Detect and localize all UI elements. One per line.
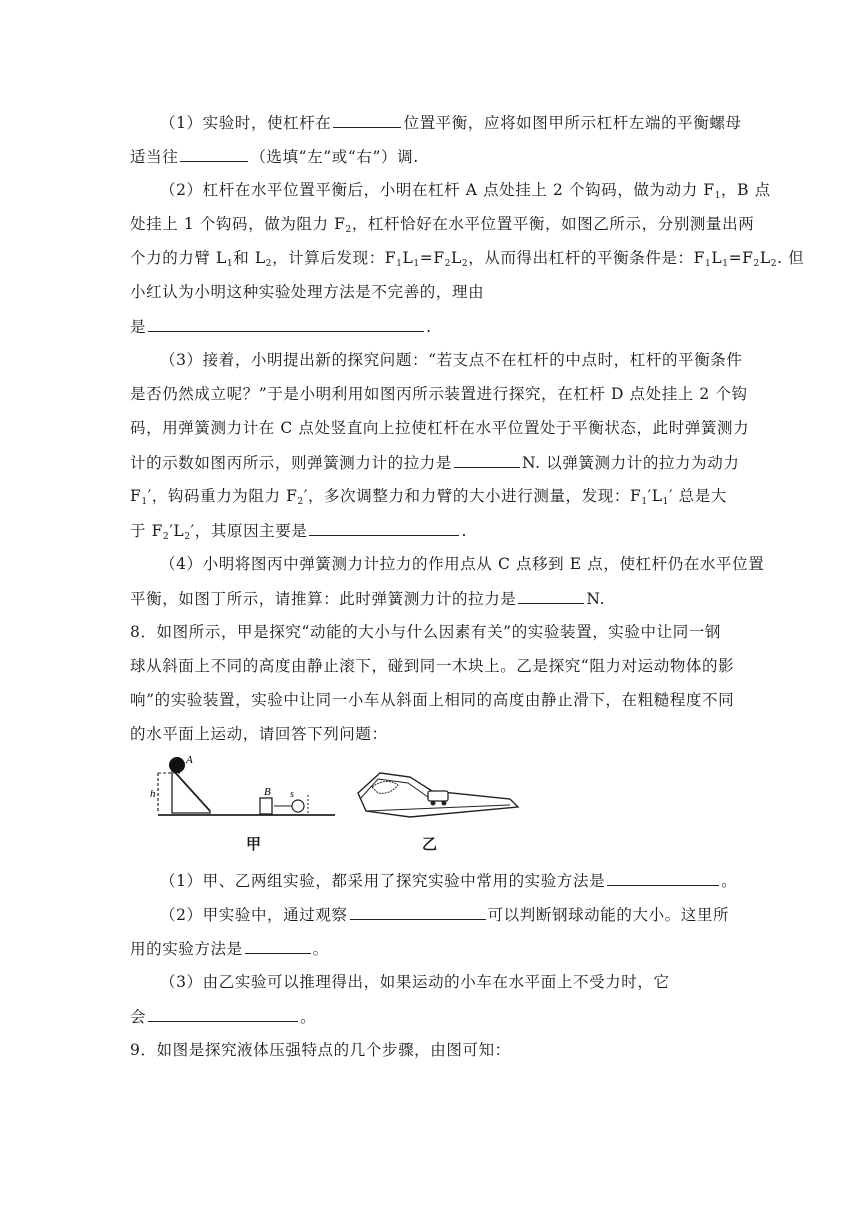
text: 可以判断钢球动能的大小。这里所 [487,906,730,924]
q8-part1 [160,870,737,891]
text: . [461,522,468,540]
text: =F [419,249,445,267]
figure-label-jia: 甲 [246,835,262,853]
answer-blank-reason[interactable] [148,316,424,332]
q7-part4-line1 [160,554,764,574]
q8-intro-line3 [130,690,734,710]
answer-blank-force[interactable] [454,452,520,468]
answer-blank-position[interactable] [333,112,401,128]
text: （2）杠杆在水平位置平衡后，小明在杠杆 A 点处挂上 2 个钩码，做为动力 F [160,181,715,199]
text: ，计算后发现：F [272,249,397,267]
text: 。 [300,1008,317,1026]
text: 的水平面上运动，请回答下列问题： [130,725,388,743]
label-a: A [186,755,193,766]
answer-blank-method2[interactable] [245,938,311,954]
text: ，从而得出杠杆的平衡条件是：F [468,249,706,267]
text: 是 [130,318,147,336]
subscript: 2 [461,259,469,269]
subscript: 1 [722,259,729,269]
text: 码，用弹簧测力计在 C 点处竖直向上拉使杠杆在水平位置处于平衡状态，此时弹簧测力 [130,419,750,437]
text: ，杠杆恰好在水平位置平衡，如图乙所示，分别测量出两 [351,215,755,233]
text: ′ 总是大 [668,487,727,505]
experiment-diagram [150,755,530,825]
text: ′L [169,522,185,540]
q8-part2-line2 [130,938,329,959]
car-wheel [442,801,447,806]
text: . 但 [777,249,805,267]
text: L [402,249,414,267]
q7-part3-line1 [160,350,743,370]
subscript: 1 [396,259,403,269]
figure-label-yi: 乙 [422,835,438,853]
text: 和 L [233,249,266,267]
q8-figure [150,755,530,855]
subscript: 2 [162,532,170,542]
text: ′，钩码重力为阻力 F [147,487,298,505]
q7-part3-line5 [130,486,727,506]
text: 。 [721,872,738,890]
subscript: 1 [226,259,234,269]
text: L [451,249,462,267]
text: 响”的实验装置，实验中让同一小车从斜面上相同的高度由静止滑下，在粗糙程度不同 [130,691,735,709]
subscript: 2 [297,497,304,507]
text: 。 [312,940,329,958]
answer-blank-inference[interactable] [148,1006,298,1022]
subscript: 1 [641,497,648,507]
text: ′L [647,487,663,505]
q8-part3-line1 [160,972,670,992]
subscript: 2 [345,225,352,235]
q7-part2-line5 [130,316,432,337]
q7-part4-line2 [130,588,605,609]
q8-intro-line4 [130,724,388,744]
subscript: 2 [265,259,273,269]
text: N. 以弹簧测力计的拉力为动力 [522,454,740,472]
subscript: 2 [184,532,191,542]
text: （3）由乙实验可以推理得出，如果运动的小车在水平面上不受力时，它 [160,973,670,991]
text: ，B 点 [721,181,771,199]
text: 会 [130,1008,147,1026]
text: 位置平衡，应将如图甲所示杠杆左端的平衡螺母 [403,114,742,132]
text: 是否仍然成立呢？”于是小明利用如图丙所示装置进行探究，在杠杆 D 点处挂上 2 个钩 [130,385,748,403]
text: 适当往 [130,148,179,166]
text: （4）小明将图丙中弹簧测力计拉力的作用点从 C 点移到 E 点，使杠杆仍在水平位置 [160,555,765,573]
subscript: 1 [705,259,712,269]
text: =F [728,249,754,267]
q7-part2-line4 [130,282,484,302]
q7-part2-line2 [130,214,754,234]
answer-blank-direction[interactable] [180,146,248,162]
subscript: 2 [770,259,778,269]
text: 9．如图是探究液体压强特点的几个步骤，由图可知： [130,1041,511,1059]
steel-ball [169,757,185,773]
q7-part3-line2 [130,384,748,404]
figure-yi [358,773,518,817]
answer-blank-cause[interactable] [309,520,459,536]
incline-surface [172,769,210,811]
q7-part3-line3 [130,418,749,438]
text: （3）接着，小明提出新的探究问题：“若支点不在杠杆的中点时，杠杆的平衡条件 [160,351,743,369]
text: N. [586,590,606,608]
text: ′，其原因主要是 [190,522,308,540]
q7-part1-line2 [130,146,419,167]
answer-blank-method[interactable] [607,870,719,886]
ball-end [292,800,304,812]
text: （1）实验时，使杠杆在 [160,114,332,132]
subscript: 1 [714,191,722,201]
text: 平衡，如图丁所示，请推算：此时弹簧测力计的拉力是 [130,590,517,608]
text: . [426,318,432,336]
text: （1）甲、乙两组实验，都采用了探究实验中常用的实验方法是 [160,872,606,890]
text: ′，多次调整力和力臂的大小进行测量，发现：F [303,487,642,505]
text: （选填“左”或“右”）调. [250,148,419,166]
toy-car [428,791,448,801]
label-h: h [150,788,156,800]
text: 用的实验方法是 [130,940,243,958]
text: L [759,249,771,267]
text: （2）甲实验中，通过观察 [160,906,348,924]
q8-part2-line1 [160,904,729,925]
car-wheel [431,801,436,806]
q8-intro-line2 [130,656,734,676]
q7-part2-line1 [160,180,771,200]
q8-part3-line2 [130,1006,316,1027]
q7-part3-line6 [130,520,467,541]
answer-blank-force-e[interactable] [518,588,584,604]
text: 个力的力臂 L [130,249,227,267]
q7-part3-line4 [130,452,739,473]
text: 小红认为小明这种实验处理方法是不完善的，理由 [130,283,485,301]
q8-intro-line1 [130,622,721,642]
text: 处挂上 1 个钩码，做为阻力 F [130,215,346,233]
text: 球从斜面上不同的高度由静止滚下，碰到同一木块上。乙是探究“阻力对运动物体的影 [130,657,735,675]
subscript: 2 [753,259,760,269]
text: 于 F [130,522,163,540]
label-s: s [290,789,294,800]
label-b: B [264,786,271,798]
text: 8．如图所示，甲是探究“动能的大小与什么因素有关”的实验装置，实验中让同一钢 [130,623,722,641]
answer-blank-observe[interactable] [350,904,486,920]
subscript: 1 [662,497,669,507]
q7-part2-line3 [130,248,804,268]
wood-block [260,798,272,814]
q9-intro [130,1040,511,1060]
subscript: 1 [141,497,148,507]
figure-jia [150,755,335,815]
text: 计的示数如图丙所示，则弹簧测力计的拉力是 [130,454,453,472]
q7-part1-line1 [160,112,742,133]
text: F [130,487,142,505]
subscript: 1 [413,259,420,269]
text: L [711,249,723,267]
subscript: 2 [444,259,452,269]
